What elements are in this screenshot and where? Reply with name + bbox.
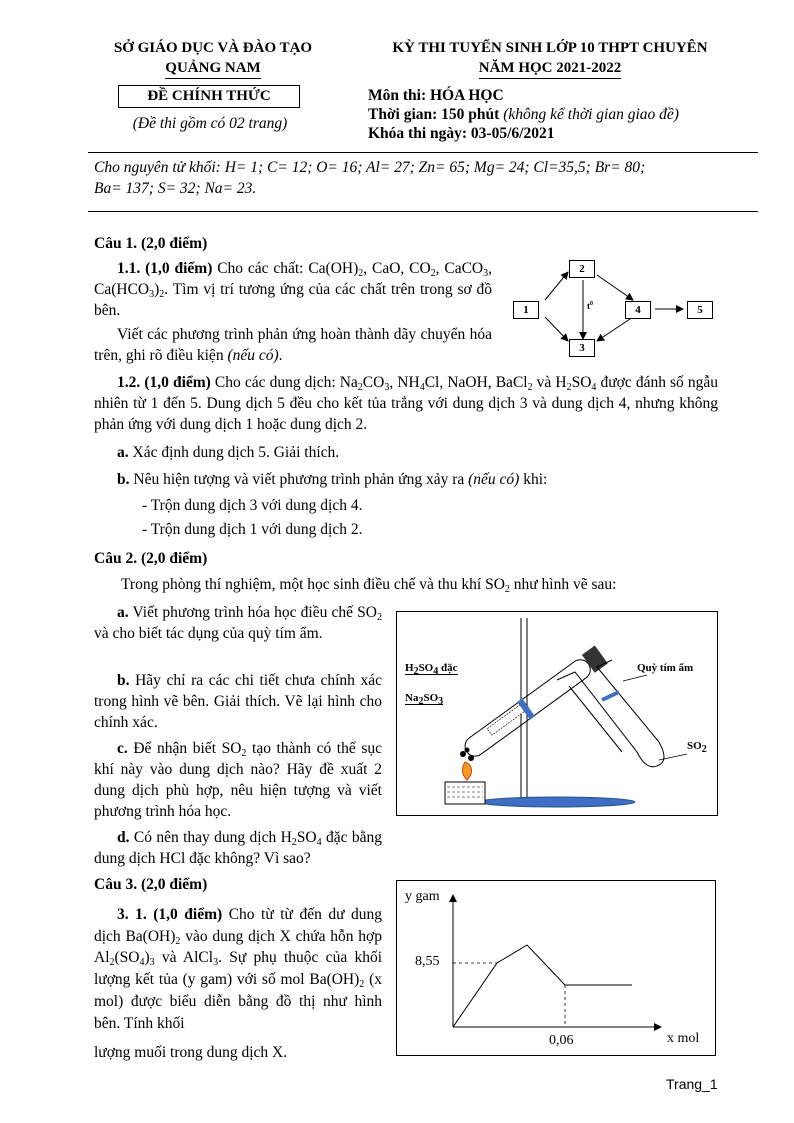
q1-2a-text: Xác định dung dịch 5. Giải thích.	[132, 444, 340, 461]
q1-2b-item2: - Trộn dung dịch 1 với dung dịch 2.	[142, 521, 363, 538]
q3-1-tail: lượng muối trong dung dịch X.	[94, 1044, 288, 1061]
q3-title: Câu 3. (2,0 điểm)	[94, 876, 208, 893]
apparatus-drawing	[397, 612, 717, 815]
q1-1-instruction: Viết các phương trình phản ứng hoàn thành dãy chuyển hóa trên, ghi rõ điều kiện (nếu có).	[94, 326, 492, 364]
exam-name: KỲ THI TUYỂN SINH LỚP 10 THPT CHUYÊN	[392, 40, 708, 56]
label-quy-tim: Quỳ tím ẩm	[637, 662, 694, 674]
page-number: Trang_1	[666, 1076, 718, 1092]
divider-top	[88, 152, 758, 153]
time-note: (không kể thời gian giao đề)	[503, 106, 679, 123]
header-left	[88, 38, 338, 79]
q3-1-label: 3. 1. (1,0 điểm)	[117, 906, 223, 923]
precipitate-graph	[396, 880, 716, 1056]
q1-1-label: 1.1. (1,0 điểm)	[117, 260, 213, 277]
official-exam-box: ĐỀ CHÍNH THỨC	[118, 85, 300, 108]
q2-c: c. Để nhận biết $SO_2$ tạo thành có thể sục khí này vào dung dịch nào? Hãy đề xuất 2 dung dịch phù hợp, nêu hiện tượng và viết phương trình hóa học.	[94, 740, 382, 820]
graph-y-label: y gam	[405, 889, 440, 904]
q2-b-text: Hãy chỉ ra các chi tiết chưa chính xác trong hình vẽ bên. Giải thích. Vẽ lại hình cho chính xác.	[94, 672, 383, 731]
q2-b-label: b.	[117, 672, 130, 689]
department-name: SỞ GIÁO DỤC VÀ ĐÀO TẠO	[113, 40, 313, 56]
atomic-masses-line1: Cho nguyên tử khối: H= 1; C= 12; O= 16; Al= 27; Zn= 65; Mg= 24; Cl=35,5; Br= 80;	[94, 159, 646, 176]
label-so2: $SO_2$	[687, 740, 707, 755]
graph-x-tick: 0,06	[549, 1033, 574, 1048]
q1-2b-tail: khi:	[523, 471, 548, 488]
exam-date: Khóa thi ngày: 03-05/6/2021	[368, 125, 555, 142]
graph-drawing	[397, 881, 715, 1055]
q1-2a-label: a.	[117, 444, 129, 461]
q1-2b-item1: - Trộn dung dịch 3 với dung dịch 4.	[142, 497, 363, 514]
school-year: NĂM HỌC 2021-2022	[479, 59, 622, 79]
q2-d-label: d.	[117, 829, 130, 846]
time-line	[368, 104, 679, 125]
province-name: QUẢNG NAM	[165, 59, 260, 79]
subject-line	[368, 85, 504, 106]
q2-intro: Trong phòng thí nghiệm, một học sinh điều chế và thu khí $SO_2$ như hình vẽ sau:	[121, 576, 617, 595]
q1-2b-text: Nêu hiện tượng và viết phương trình phản ứng xảy ra	[133, 471, 465, 488]
q2-a-label: a.	[117, 604, 129, 621]
lab-apparatus-figure	[396, 611, 718, 816]
graph-x-label: x mol	[667, 1031, 700, 1046]
q1-2-text: 1.2. (1,0 điểm) Cho các dung dịch: $Na_2CO_3$, $NH_4Cl$, NaOH, BaCl$_2$ và $H_2SO_4$ được đánh số ngẫu nhiên từ 1 đến 5. Dung dịch 5 đều cho kết tủa trắng với dung dịch 3 và dung dịch 4, nhưng không phản ứng với dung dịch 1 hoặc dung dịch 2.	[94, 374, 719, 433]
scheme-node-3: 3	[569, 339, 595, 357]
scheme-node-1: 1	[513, 301, 539, 319]
q1-1-text: 1.1. (1,0 điểm) Cho các chất: $Ca(OH)_2$, CaO, $CO_2$, CaCO$_3$, $Ca(HCO_3)_2$. Tìm vị trí tương ứng của các chất trên trong sơ đồ bên.	[94, 260, 492, 319]
scheme-node-5: 5	[687, 301, 713, 319]
q2-a: a. Viết phương trình hóa học điều chế $SO_2$ và cho biết tác dụng của quỳ tím ẩm.	[94, 604, 382, 642]
q1-2a	[117, 442, 339, 463]
q1-2-label: 1.2. (1,0 điểm)	[117, 374, 211, 391]
q1-2b	[117, 469, 547, 490]
conversion-scheme	[505, 255, 735, 360]
graph-y-tick: 8,55	[415, 954, 440, 969]
q1-2b-label: b.	[117, 471, 130, 488]
q2-title: Câu 2. (2,0 điểm)	[94, 550, 208, 567]
q2-c-label: c.	[117, 740, 128, 757]
label-h2so4: $H_2SO_4$ đặc	[405, 662, 458, 677]
q1-2b-note: (nếu có)	[468, 471, 520, 488]
atomic-masses	[94, 157, 764, 199]
q2-d: d. Có nên thay dung dịch $H_2SO_4$ đặc bằng dung dịch HCl đặc không? Vì sao?	[94, 829, 382, 867]
scheme-node-2: 2	[569, 260, 595, 278]
subject-value: HÓA HỌC	[430, 87, 504, 104]
label-na2so3: $Na_2SO_3$	[405, 692, 444, 707]
q3-1-text: 3. 1. (1,0 điểm) Cho từ từ đến dư dung dịch $Ba(OH)_2$ vào dung dịch X chứa hỗn hợp $Al_2(SO_4)_3$ và AlCl$_3$. Sự phụ thuộc của khối lượng kết tủa (y gam) với số mol $Ba(OH)_2$ (x mol) được biểu diễn bằng đồ thị như hình bên. Tính khối	[94, 906, 383, 1032]
pages-note: (Đề thi gồm có 02 trang)	[132, 115, 288, 132]
q2-b	[94, 670, 382, 733]
q1-title: Câu 1. (2,0 điểm)	[94, 235, 208, 252]
time-label: Thời gian: 150 phút	[368, 106, 500, 123]
header-right	[355, 38, 745, 79]
heat-label-t: t	[587, 301, 590, 311]
subject-label: Môn thi:	[368, 87, 427, 104]
divider-bottom	[88, 211, 758, 212]
heat-label: $t^0$	[587, 301, 593, 311]
atomic-masses-line2: Ba= 137; S= 32; Na= 23.	[94, 180, 257, 197]
scheme-node-4: 4	[625, 301, 651, 319]
